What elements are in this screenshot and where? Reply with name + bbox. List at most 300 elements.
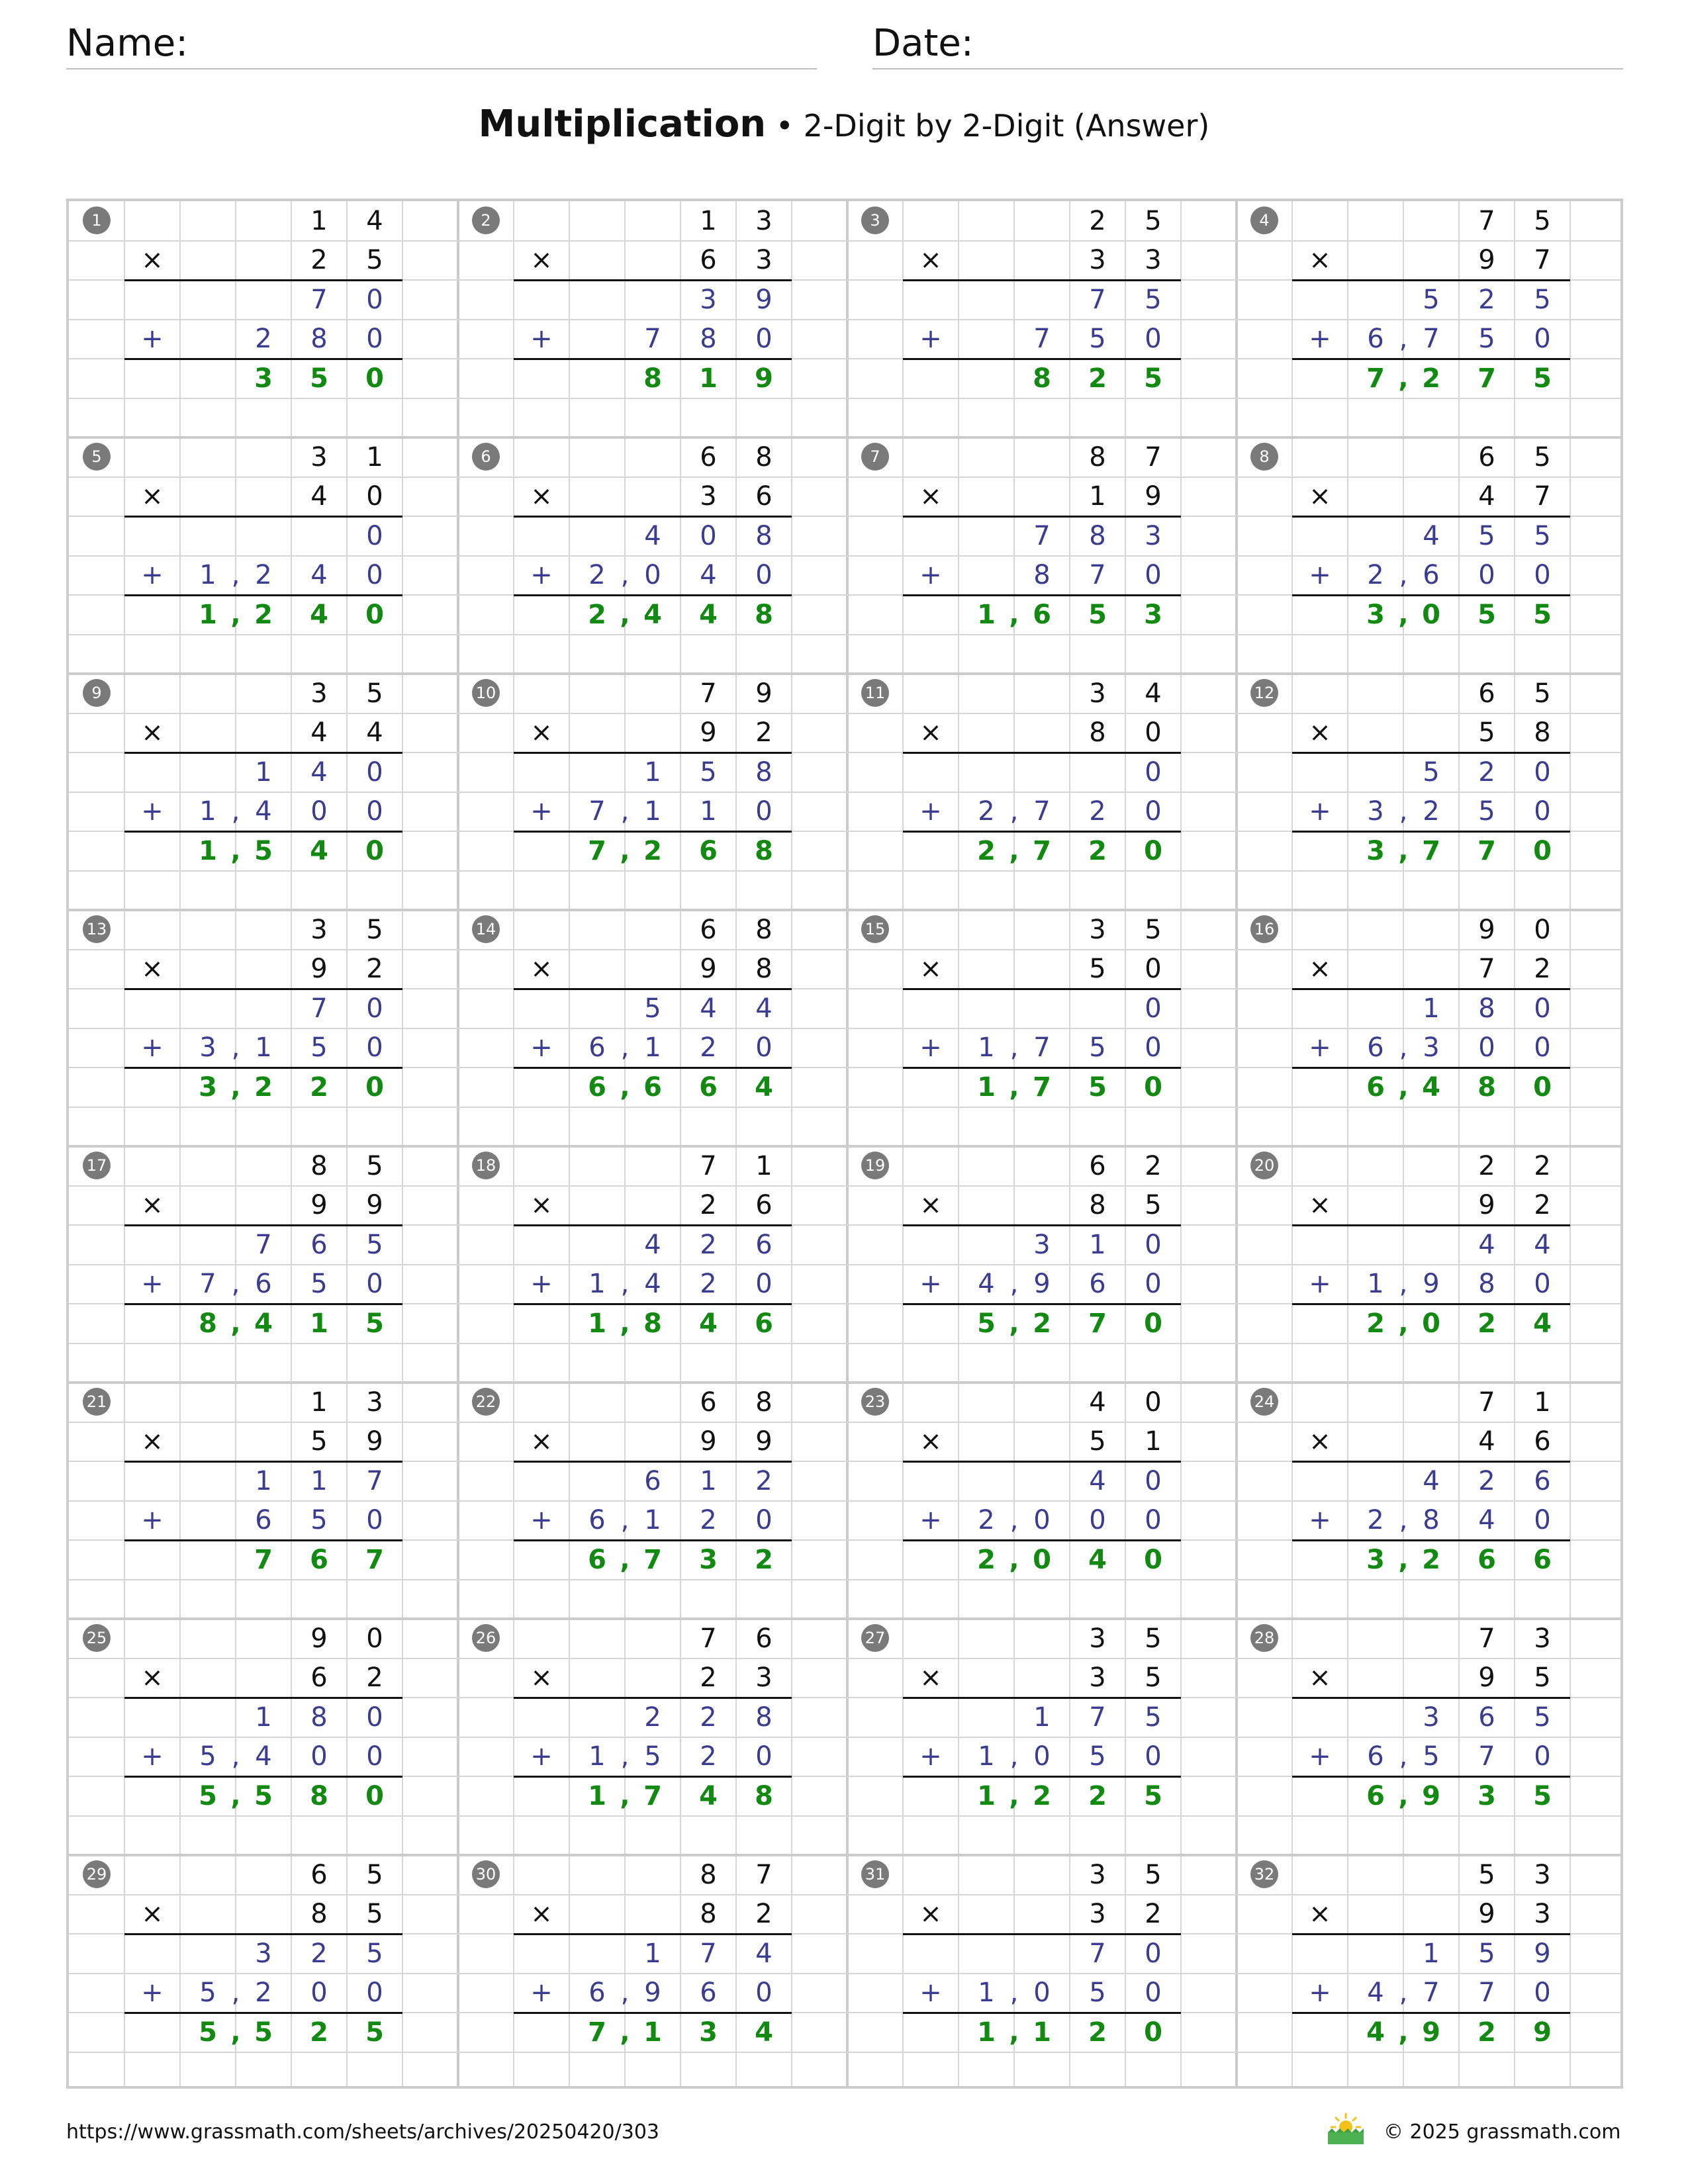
answer-digit: 5 (1533, 599, 1552, 630)
thousands-comma: , (1398, 599, 1409, 630)
partial-product-2-digit: 0 (366, 1032, 383, 1064)
multiplicand-digit: 8 (700, 1859, 717, 1890)
answer-digit: 7 (588, 2017, 606, 2048)
partial-product-1-digit: 5 (366, 1229, 383, 1260)
partial-product-1-digit: 1 (255, 1465, 272, 1496)
times-sign: × (141, 481, 164, 512)
answer-digit: 0 (1144, 835, 1162, 866)
problem-number-badge: 21 (83, 1388, 111, 1416)
multiplicand-digit: 7 (700, 678, 717, 709)
multiplier-digit: 9 (310, 954, 328, 985)
answer-digit: 1 (199, 599, 217, 630)
problem-number-badge: 2 (472, 206, 500, 234)
answer-digit: 7 (1422, 835, 1440, 866)
answer-digit: 2 (755, 1544, 773, 1575)
partial-product-2-digit: 1 (978, 1741, 995, 1772)
partial-product-2-digit: 7 (1033, 796, 1051, 827)
answer-digit: 7 (254, 1544, 273, 1575)
answer-digit: 0 (1533, 1071, 1552, 1103)
partial-product-2-digit: 0 (1033, 1741, 1051, 1772)
partial-product-2-digit: 0 (1534, 1741, 1551, 1772)
multiplicand-digit: 0 (1145, 1387, 1162, 1418)
answer-digit: 7 (1033, 1071, 1051, 1103)
partial-product-2-digit: 0 (1145, 796, 1162, 827)
partial-product-2-digit: 6 (1367, 1741, 1384, 1772)
partial-product-2-digit: 0 (1478, 560, 1495, 591)
multiplier-digit: 9 (310, 1190, 328, 1221)
multiplier-digit: 2 (366, 954, 383, 985)
date-line[interactable] (872, 68, 1623, 69)
partial-product-1-digit: 5 (1478, 1938, 1495, 1969)
multiplicand-digit: 7 (700, 1150, 717, 1181)
partial-product-2-digit: 0 (1089, 1505, 1106, 1536)
answer-digit: 0 (365, 1071, 384, 1103)
multiplier-digit: 2 (755, 1899, 773, 1930)
answer-digit: 2 (1088, 1780, 1107, 1811)
multiplier-digit: 5 (1478, 717, 1495, 749)
answer-digit: 6 (699, 835, 718, 866)
problem-number-badge: 19 (861, 1152, 889, 1179)
multiplier-digit: 2 (366, 1662, 383, 1694)
multiplicand-digit: 5 (1145, 1859, 1162, 1890)
partial-product-1-digit: 5 (1534, 284, 1551, 315)
times-sign: × (919, 1899, 942, 1930)
partial-product-2-digit: 1 (644, 796, 661, 827)
partial-product-2-digit: 2 (700, 1505, 717, 1536)
thousands-comma: , (620, 835, 630, 866)
plus-sign: + (141, 1032, 164, 1064)
multiplier-digit: 5 (1145, 1662, 1162, 1694)
partial-product-1-digit: 8 (310, 1702, 328, 1733)
times-sign: × (530, 1662, 553, 1694)
partial-product-1-digit: 1 (1089, 1229, 1106, 1260)
partial-product-1-digit: 0 (1145, 1229, 1162, 1260)
problem-number-badge: 12 (1250, 679, 1278, 707)
partial-product-1-digit: 7 (310, 284, 328, 315)
thousands-comma: , (1009, 835, 1019, 866)
grass-sun-logo-icon (1323, 2111, 1369, 2146)
multiplier-digit: 5 (366, 245, 383, 276)
partial-product-1-digit: 2 (1478, 756, 1495, 788)
thousands-comma: , (1398, 1544, 1409, 1575)
times-sign: × (141, 1662, 164, 1694)
partial-product-1-digit: 8 (755, 756, 773, 788)
partial-product-2-digit: 7 (1033, 1032, 1051, 1064)
multiplicand-digit: 3 (1534, 1623, 1551, 1654)
multiplier-digit: 5 (310, 1426, 328, 1457)
multiplier-digit: 5 (1089, 954, 1106, 985)
partial-product-1-digit: 4 (310, 756, 328, 788)
answer-digit: 8 (1477, 1071, 1496, 1103)
answer-digit: 2 (1088, 835, 1107, 866)
times-sign: × (919, 481, 942, 512)
partial-product-2-digit: 1 (1367, 1269, 1384, 1300)
multiplier-digit: 9 (366, 1426, 383, 1457)
multiplier-digit: 6 (1534, 1426, 1551, 1457)
times-sign: × (141, 954, 164, 985)
partial-product-2-digit: 0 (366, 324, 383, 355)
multiplier-digit: 0 (1145, 717, 1162, 749)
partial-product-1-digit: 0 (366, 284, 383, 315)
multiplier-digit: 8 (700, 1899, 717, 1930)
partial-product-2-digit: 0 (755, 560, 773, 591)
partial-product-2-digit: 0 (1534, 1978, 1551, 2009)
multiplier-digit: 9 (700, 1426, 717, 1457)
multiplier-digit: 3 (1089, 1899, 1106, 1930)
answer-digit: 6 (755, 1308, 773, 1339)
partial-product-1-digit: 7 (1089, 1702, 1106, 1733)
answer-digit: 8 (755, 835, 773, 866)
plus-sign: + (530, 560, 553, 591)
partial-product-1-digit: 6 (310, 1229, 328, 1260)
partial-product-2-digit: 1 (255, 1032, 272, 1064)
answer-digit: 8 (1033, 363, 1051, 394)
answer-digit: 2 (1366, 1308, 1385, 1339)
multiplicand-digit: 7 (700, 1623, 717, 1654)
multiplicand-digit: 7 (1478, 1623, 1495, 1654)
multiplier-digit: 8 (1089, 717, 1106, 749)
answer-digit: 7 (1366, 363, 1385, 394)
problem-number-badge: 22 (472, 1388, 500, 1416)
times-sign: × (530, 1899, 553, 1930)
partial-product-2-digit: 0 (755, 1978, 773, 2009)
plus-sign: + (141, 1741, 164, 1772)
answer-digit: 1 (1033, 2017, 1051, 2048)
answer-digit: 2 (254, 599, 273, 630)
problem-number-badge: 3 (861, 206, 889, 234)
multiplier-digit: 5 (366, 1899, 383, 1930)
thousands-comma: , (620, 1741, 630, 1772)
answer-digit: 3 (699, 2017, 718, 2048)
partial-product-2-digit: 2 (978, 1505, 995, 1536)
answer-digit: 4 (1533, 1308, 1552, 1339)
problem-number-badge: 30 (472, 1860, 500, 1888)
partial-product-2-digit: 0 (1145, 1505, 1162, 1536)
multiplier-digit: 4 (1478, 1426, 1495, 1457)
multiplicand-digit: 5 (1145, 1623, 1162, 1654)
answer-digit: 5 (1088, 1071, 1107, 1103)
answer-digit: 0 (1144, 1544, 1162, 1575)
answer-digit: 4 (1422, 1071, 1440, 1103)
partial-product-2-digit: 5 (310, 1505, 328, 1536)
partial-product-2-digit: 6 (588, 1978, 606, 2009)
answer-digit: 8 (643, 363, 662, 394)
partial-product-1-digit: 1 (644, 1938, 661, 1969)
thousands-comma: , (1009, 1978, 1019, 2009)
multiplier-digit: 9 (1145, 481, 1162, 512)
problem-number-badge: 4 (1250, 206, 1278, 234)
partial-product-2-digit: 9 (644, 1978, 661, 2009)
times-sign: × (530, 1190, 553, 1221)
answer-digit: 4 (254, 1308, 273, 1339)
multiplicand-digit: 3 (1089, 914, 1106, 945)
multiplier-digit: 0 (366, 481, 383, 512)
partial-product-1-digit: 0 (366, 756, 383, 788)
answer-digit: 5 (254, 2017, 273, 2048)
times-sign: × (1309, 717, 1331, 749)
problem-number-badge: 14 (472, 915, 500, 943)
multiplicand-digit: 1 (755, 1150, 773, 1181)
thousands-comma: , (1009, 1032, 1019, 1064)
answer-digit: 5 (1533, 1780, 1552, 1811)
partial-product-1-digit: 1 (700, 1465, 717, 1496)
partial-product-1-digit: 4 (700, 993, 717, 1024)
partial-product-1-digit: 1 (255, 1702, 272, 1733)
plus-sign: + (919, 324, 942, 355)
problem-number-badge: 15 (861, 915, 889, 943)
partial-product-2-digit: 6 (1367, 1032, 1384, 1064)
partial-product-1-digit: 4 (1089, 1465, 1106, 1496)
times-sign: × (919, 717, 942, 749)
partial-product-2-digit: 5 (310, 1032, 328, 1064)
multiplicand-digit: 5 (1145, 914, 1162, 945)
answer-digit: 0 (1033, 1544, 1051, 1575)
partial-product-2-digit: 4 (978, 1269, 995, 1300)
multiplier-digit: 3 (1089, 245, 1106, 276)
answer-digit: 0 (365, 1780, 384, 1811)
answer-digit: 2 (254, 1071, 273, 1103)
times-sign: × (919, 954, 942, 985)
date-label: Date: (872, 22, 974, 65)
multiplier-digit: 5 (1089, 1426, 1106, 1457)
answer-digit: 0 (1422, 599, 1440, 630)
multiplier-digit: 7 (1534, 481, 1551, 512)
multiplicand-digit: 5 (366, 678, 383, 709)
answer-digit: 2 (1477, 2017, 1496, 2048)
partial-product-2-digit: 2 (1423, 796, 1440, 827)
thousands-comma: , (231, 560, 240, 591)
multiplier-digit: 0 (1145, 954, 1162, 985)
multiplier-digit: 9 (1478, 1190, 1495, 1221)
multiplicand-digit: 5 (1145, 205, 1162, 236)
thousands-comma: , (230, 2017, 241, 2048)
answer-digit: 5 (1144, 1780, 1162, 1811)
partial-product-1-digit: 0 (1534, 756, 1551, 788)
thousands-comma: , (1399, 1978, 1408, 2009)
plus-sign: + (1309, 324, 1331, 355)
plus-sign: + (919, 1978, 942, 2009)
partial-product-1-digit: 7 (1089, 1938, 1106, 1969)
partial-product-1-digit: 4 (644, 1229, 661, 1260)
answer-digit: 7 (1088, 1308, 1107, 1339)
multiplicand-digit: 5 (1478, 1859, 1495, 1890)
multiplicand-digit: 8 (755, 1387, 773, 1418)
multiplicand-digit: 8 (755, 441, 773, 473)
partial-product-1-digit: 0 (1145, 993, 1162, 1024)
answer-digit: 1 (977, 2017, 996, 2048)
partial-product-1-digit: 5 (1534, 520, 1551, 551)
partial-product-2-digit: 0 (366, 1741, 383, 1772)
partial-product-1-digit: 4 (644, 520, 661, 551)
problem-number-badge: 10 (472, 679, 500, 707)
answer-digit: 9 (755, 363, 773, 394)
partial-product-2-digit: 1 (700, 796, 717, 827)
multiplier-digit: 9 (366, 1190, 383, 1221)
times-sign: × (1309, 1426, 1331, 1457)
multiplier-digit: 4 (310, 717, 328, 749)
multiplicand-digit: 1 (700, 205, 717, 236)
partial-product-2-digit: 0 (1145, 1978, 1162, 2009)
answer-digit: 6 (1366, 1780, 1385, 1811)
answer-digit: 6 (699, 1071, 718, 1103)
partial-product-1-digit: 7 (1033, 520, 1051, 551)
partial-product-2-digit: 1 (978, 1032, 995, 1064)
thousands-comma: , (231, 1741, 240, 1772)
thousands-comma: , (620, 1032, 630, 1064)
partial-product-2-digit: 0 (366, 796, 383, 827)
thousands-comma: , (1399, 1032, 1408, 1064)
partial-product-2-digit: 4 (255, 1741, 272, 1772)
partial-product-2-digit: 8 (1423, 1505, 1440, 1536)
partial-product-2-digit: 1 (644, 1032, 661, 1064)
partial-product-2-digit: 0 (1033, 1978, 1051, 2009)
multiplicand-digit: 3 (1534, 1859, 1551, 1890)
multiplier-digit: 5 (1145, 1190, 1162, 1221)
partial-product-1-digit: 5 (700, 756, 717, 788)
title-main: Multiplication (478, 103, 767, 146)
plus-sign: + (141, 796, 164, 827)
thousands-comma: , (231, 1978, 240, 2009)
partial-product-2-digit: 7 (1478, 1741, 1495, 1772)
times-sign: × (530, 954, 553, 985)
multiplicand-digit: 7 (755, 1859, 773, 1890)
multiplicand-digit: 4 (1089, 1387, 1106, 1418)
partial-product-2-digit: 6 (588, 1505, 606, 1536)
partial-product-1-digit: 3 (255, 1938, 272, 1969)
thousands-comma: , (620, 1308, 630, 1339)
answer-digit: 4 (699, 599, 718, 630)
multiplier-digit: 8 (1534, 717, 1551, 749)
answer-digit: 3 (1477, 1780, 1496, 1811)
partial-product-1-digit: 7 (310, 993, 328, 1024)
times-sign: × (1309, 954, 1331, 985)
multiplicand-digit: 1 (1534, 1387, 1551, 1418)
multiplier-digit: 3 (700, 481, 717, 512)
partial-product-2-digit: 2 (255, 1978, 272, 2009)
multiplicand-digit: 7 (1478, 205, 1495, 236)
multiplicand-digit: 1 (366, 441, 383, 473)
multiplicand-digit: 1 (310, 205, 328, 236)
partial-product-1-digit: 5 (1423, 284, 1440, 315)
answer-digit: 3 (699, 1544, 718, 1575)
multiplier-digit: 2 (1534, 954, 1551, 985)
times-sign: × (141, 1426, 164, 1457)
partial-product-1-digit: 3 (700, 284, 717, 315)
thousands-comma: , (1009, 599, 1019, 630)
plus-sign: + (530, 796, 553, 827)
name-line[interactable] (66, 68, 817, 69)
multiplicand-digit: 9 (1478, 914, 1495, 945)
times-sign: × (1309, 1662, 1331, 1694)
partial-product-1-digit: 2 (700, 1229, 717, 1260)
partial-product-1-digit: 1 (310, 1465, 328, 1496)
problem-number-badge: 28 (1250, 1624, 1278, 1652)
problem-number-badge: 24 (1250, 1388, 1278, 1416)
answer-digit: 6 (1033, 599, 1051, 630)
problem-number-badge: 11 (861, 679, 889, 707)
times-sign: × (530, 245, 553, 276)
thousands-comma: , (231, 1269, 240, 1300)
answer-digit: 3 (1144, 599, 1162, 630)
answer-digit: 2 (1088, 2017, 1107, 2048)
times-sign: × (530, 717, 553, 749)
partial-product-2-digit: 0 (755, 1032, 773, 1064)
answer-digit: 2 (588, 599, 606, 630)
partial-product-2-digit: 4 (310, 560, 328, 591)
partial-product-1-digit: 4 (1534, 1229, 1551, 1260)
thousands-comma: , (1398, 2017, 1409, 2048)
multiplicand-digit: 6 (1089, 1150, 1106, 1181)
partial-product-1-digit: 0 (366, 1702, 383, 1733)
partial-product-2-digit: 2 (1367, 560, 1384, 591)
partial-product-1-digit: 6 (644, 1465, 661, 1496)
multiplier-digit: 7 (1534, 245, 1551, 276)
partial-product-2-digit: 8 (1478, 1269, 1495, 1300)
partial-product-2-digit: 6 (1367, 324, 1384, 355)
partial-product-1-digit: 1 (644, 756, 661, 788)
answer-digit: 1 (588, 1308, 606, 1339)
partial-product-2-digit: 9 (1033, 1269, 1051, 1300)
problem-number-badge: 6 (472, 443, 500, 471)
times-sign: × (1309, 1899, 1331, 1930)
footer-url[interactable]: https://www.grassmath.com/sheets/archives/20250420/303 (66, 2120, 660, 2144)
partial-product-1-digit: 4 (755, 993, 773, 1024)
plus-sign: + (530, 1978, 553, 2009)
partial-product-2-digit: 0 (366, 560, 383, 591)
thousands-comma: , (620, 1978, 630, 2009)
partial-product-2-digit: 6 (255, 1505, 272, 1536)
times-sign: × (141, 245, 164, 276)
partial-product-2-digit: 0 (1534, 560, 1551, 591)
multiplier-digit: 6 (700, 245, 717, 276)
partial-product-1-digit: 0 (1534, 993, 1551, 1024)
times-sign: × (1309, 245, 1331, 276)
partial-product-2-digit: 6 (588, 1032, 606, 1064)
thousands-comma: , (1399, 560, 1408, 591)
multiplier-digit: 3 (755, 1662, 773, 1694)
problem-number-badge: 20 (1250, 1152, 1278, 1179)
thousands-comma: , (620, 1071, 630, 1103)
multiplicand-digit: 6 (700, 914, 717, 945)
multiplier-digit: 2 (310, 245, 328, 276)
answer-digit: 3 (1366, 599, 1385, 630)
thousands-comma: , (620, 1780, 630, 1811)
answer-digit: 3 (254, 363, 273, 394)
multiplicand-digit: 3 (1089, 1623, 1106, 1654)
partial-product-2-digit: 2 (700, 1269, 717, 1300)
multiplier-digit: 9 (1478, 245, 1495, 276)
problem-number-badge: 16 (1250, 915, 1278, 943)
partial-product-2-digit: 2 (700, 1741, 717, 1772)
partial-product-1-digit: 0 (700, 520, 717, 551)
multiplier-digit: 3 (755, 245, 773, 276)
thousands-comma: , (1009, 1505, 1019, 1536)
partial-product-2-digit: 0 (310, 796, 328, 827)
partial-product-2-digit: 7 (1033, 324, 1051, 355)
partial-product-2-digit: 1 (978, 1978, 995, 2009)
plus-sign: + (1309, 1978, 1331, 2009)
problem-number-badge: 31 (861, 1860, 889, 1888)
plus-sign: + (919, 1032, 942, 1064)
page-title (0, 103, 1688, 146)
multiplier-digit: 1 (1089, 481, 1106, 512)
plus-sign: + (530, 1269, 553, 1300)
multiplier-digit: 4 (1478, 481, 1495, 512)
answer-digit: 2 (1477, 1308, 1496, 1339)
partial-product-1-digit: 3 (1423, 1702, 1440, 1733)
multiplicand-digit: 5 (1534, 441, 1551, 473)
times-sign: × (530, 481, 553, 512)
